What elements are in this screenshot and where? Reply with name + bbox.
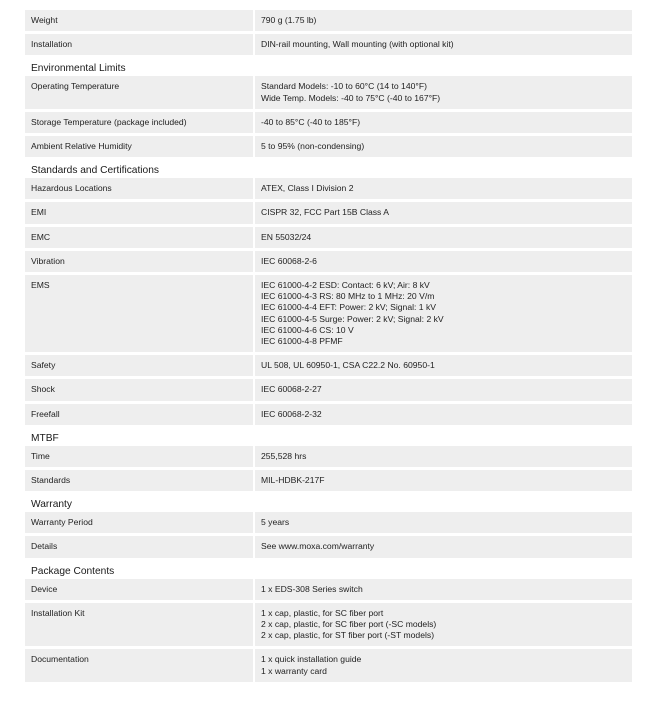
spec-label: Vibration — [25, 251, 253, 272]
spec-value-line: 2 x cap, plastic, for ST fiber port (-ST models) — [261, 630, 435, 641]
spec-row — [25, 251, 632, 272]
spec-label: Device — [25, 579, 253, 600]
spec-label: Weight — [25, 10, 253, 31]
spec-value-line: Wide Temp. Models: -40 to 75°C (-40 to 167°F) — [261, 92, 441, 103]
spec-value-line: IEC 61000-4-8 PFMF — [261, 336, 343, 347]
spec-value-line: MIL-HDBK-217F — [261, 475, 325, 486]
spec-row — [25, 202, 632, 223]
spec-value-line: 1 x warranty card — [261, 665, 327, 676]
spec-value — [255, 470, 632, 491]
spec-value-line: UL 508, UL 60950-1, CSA C22.2 No. 60950-1 — [261, 360, 435, 371]
spec-value — [255, 512, 632, 533]
spec-row — [25, 470, 632, 491]
spec-value-line: IEC 61000-4-5 Surge: Power: 2 kV; Signal: 2 kV — [261, 313, 444, 324]
spec-value-line: IEC 60068-2-27 — [261, 384, 322, 395]
spec-label: Standards — [25, 470, 253, 491]
spec-value-line: IEC 61000-4-2 ESD: Contact: 6 kV; Air: 8 kV — [261, 280, 430, 291]
spec-value-line: ATEX, Class I Division 2 — [261, 183, 354, 194]
spec-row — [25, 76, 632, 108]
spec-value — [255, 355, 632, 376]
section-heading: Environmental Limits — [31, 63, 126, 75]
spec-value-line: See www.moxa.com/warranty — [261, 541, 375, 552]
spec-value — [255, 136, 632, 157]
spec-value-line: IEC 60068-2-6 — [261, 255, 317, 266]
spec-row — [25, 34, 632, 55]
spec-value — [255, 649, 632, 681]
spec-value-line: 5 to 95% (non-condensing) — [261, 141, 365, 152]
spec-value — [255, 603, 632, 647]
spec-label: Shock — [25, 379, 253, 400]
spec-label: EMS — [25, 275, 253, 352]
spec-row — [25, 512, 632, 533]
spec-row — [25, 136, 632, 157]
spec-row — [25, 355, 632, 376]
spec-value — [255, 76, 632, 108]
section-heading: MTBF — [31, 432, 59, 444]
spec-row — [25, 404, 632, 425]
section-heading: Standards and Certifications — [31, 165, 159, 177]
spec-row — [25, 275, 632, 352]
spec-row — [25, 10, 632, 31]
spec-label: Hazardous Locations — [25, 178, 253, 199]
spec-label: Time — [25, 446, 253, 467]
spec-value-line: 1 x quick installation guide — [261, 654, 362, 665]
spec-label: Ambient Relative Humidity — [25, 136, 253, 157]
spec-value — [255, 536, 632, 557]
spec-value — [255, 579, 632, 600]
spec-value-line: IEC 61000-4-3 RS: 80 MHz to 1 MHz: 20 V/m — [261, 291, 435, 302]
spec-label: Operating Temperature — [25, 76, 253, 108]
spec-value — [255, 379, 632, 400]
spec-label: Storage Temperature (package included) — [25, 112, 253, 133]
section-heading: Warranty — [31, 499, 72, 511]
spec-value-line: IEC 61000-4-6 CS: 10 V — [261, 324, 354, 335]
spec-label: EMI — [25, 202, 253, 223]
spec-row — [25, 536, 632, 557]
spec-value — [255, 251, 632, 272]
spec-row — [25, 579, 632, 600]
spec-value-line: 790 g (1.75 lb) — [261, 15, 317, 25]
spec-row — [25, 227, 632, 248]
spec-value — [255, 227, 632, 248]
spec-value — [255, 446, 632, 467]
spec-row — [25, 178, 632, 199]
spec-value-line: 5 years — [261, 517, 290, 528]
spec-value — [255, 34, 632, 55]
spec-value — [255, 10, 632, 31]
spec-value-line: 1 x cap, plastic, for SC fiber port — [261, 607, 384, 618]
spec-label: Safety — [25, 355, 253, 376]
spec-value-line: IEC 61000-4-4 EFT: Power: 2 kV; Signal: 1 kV — [261, 302, 436, 313]
spec-value — [255, 202, 632, 223]
spec-row — [25, 379, 632, 400]
spec-value — [255, 178, 632, 199]
spec-label: Documentation — [25, 649, 253, 681]
spec-label: Installation — [25, 34, 253, 55]
spec-row — [25, 603, 632, 647]
spec-row — [25, 112, 632, 133]
spec-value-line: DIN-rail mounting, Wall mounting (with optional kit) — [261, 39, 454, 50]
spec-value-line: 255,528 hrs — [261, 450, 307, 461]
spec-value-line: CISPR 32, FCC Part 15B Class A — [261, 207, 389, 218]
spec-value-line: IEC 60068-2-32 — [261, 408, 322, 419]
spec-table — [25, 10, 632, 685]
spec-value — [255, 275, 632, 352]
section-heading: Package Contents — [31, 565, 115, 577]
spec-label: Installation Kit — [25, 603, 253, 647]
spec-value-line: -40 to 85°C (-40 to 185°F) — [261, 116, 361, 127]
spec-label: Freefall — [25, 404, 253, 425]
spec-value — [255, 112, 632, 133]
spec-row — [25, 649, 632, 681]
spec-value-line: EN 55032/24 — [261, 231, 312, 242]
spec-row — [25, 446, 632, 467]
spec-label: EMC — [25, 227, 253, 248]
spec-label: Details — [25, 536, 253, 557]
spec-value-line: Standard Models: -10 to 60°C (14 to 140°F) — [261, 81, 427, 92]
spec-value — [255, 404, 632, 425]
spec-value-line: 2 x cap, plastic, for SC fiber port (-SC models) — [261, 619, 437, 630]
spec-value-line: 1 x EDS-308 Series switch — [261, 583, 363, 594]
spec-label: Warranty Period — [25, 512, 253, 533]
